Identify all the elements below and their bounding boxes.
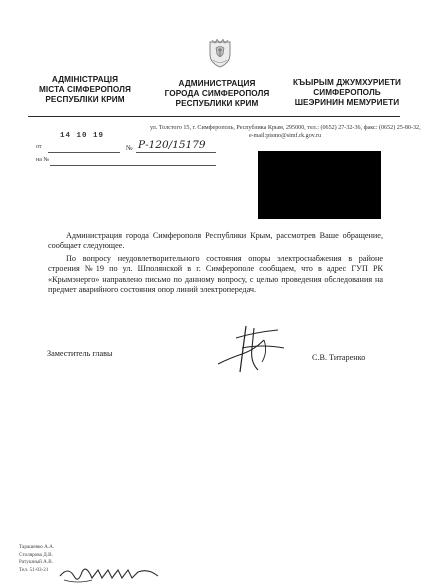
header-left-line-2: МІСТА СІМФЕРОПОЛЯ [38,85,132,94]
header-left-line-1: АДМІНІСТРАЦІЯ [51,75,119,84]
header-left-line-3: РЕСПУБЛІКИ КРИМ [45,95,125,104]
address-email: e-mail:pismo@simf.rk.gov.ru [248,133,322,139]
scribble-mark [58,562,168,586]
signatory-name: С.В. Титаренко [312,353,366,362]
header-crimean-tatar [282,78,412,108]
footer-line-4: Тел. 51-03-21 [19,567,49,574]
footer-line-3: Ратушный А.В. [19,559,53,566]
header-russian [163,79,271,109]
letter-body-2 [48,254,383,296]
signatory-position: Заместитель главы [47,349,113,358]
from-date-line [48,152,120,153]
header-right-line-1: КЪЫРЫМ ДЖУМХУРИЕТИ [292,78,402,87]
header-right-line-2: СИМФЕРОПОЛЬ [313,88,381,97]
address-block [150,124,420,140]
address-line-1: ул. Толстого 15, г. Симферополь, Республика Крым, 295000, тел.: (0652) 27-32-36, факс: (0652) 25-80-32, [150,125,421,131]
letter-body [48,231,383,252]
from-label: от [36,144,42,150]
executor-info [19,544,54,575]
footer-line-2: Столярова Д.В. [19,551,53,558]
redacted-recipient-block [258,151,381,219]
footer-line-1: Тарашевко А.А. [19,544,55,550]
coat-of-arms-emblem [207,38,233,68]
header-divider [28,116,400,117]
body-paragraph-1: Администрация города Симферополя Республики Крым, рассмотрев Ваше обращение, сообщает следующее. [48,231,383,251]
handwritten-signature [212,318,294,376]
header-center-line-2: ГОРОДА СИМФЕРОПОЛЯ [164,89,270,98]
body-paragraph-2: По вопросу неудовлетворительного состояния опоры электроснабжения в районе строения №19 по ул. Шполянской в г. Симферополе сообщаем, что в адрес ГУП РК «Крымэнерго» направлено письмо по данному вопросу, с целью проведения обследования на предмет аварийного состояния опор линий электропередач. [48,254,383,295]
number-line [136,152,216,153]
handwritten-number: Р-120/15179 [138,139,206,151]
reference-line [50,165,216,166]
header-right-line-3: ШЕЭРИНИН МЕМУРИЕТИ [294,98,400,107]
number-label: № [126,144,133,152]
header-center-line-3: РЕСПУБЛИКИ КРИМ [175,99,259,108]
header-center-line-1: АДМИНИСТРАЦИЯ [178,79,256,88]
reference-label: на № [36,157,50,163]
header-ukrainian [30,75,140,105]
date-stamp: 14 10 19 [60,132,105,140]
